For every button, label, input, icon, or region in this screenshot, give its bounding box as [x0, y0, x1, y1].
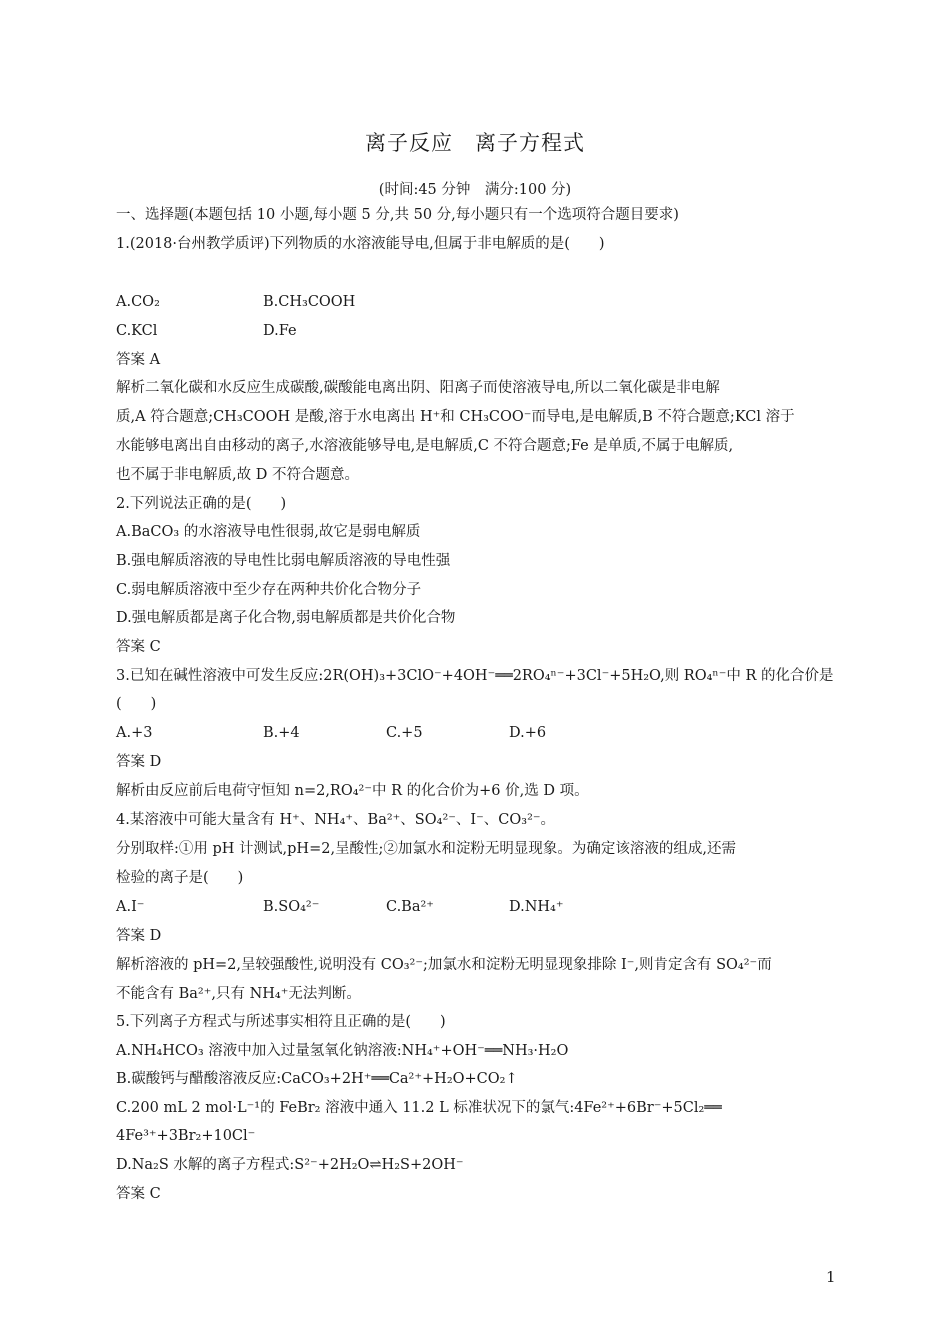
q3-answer: 答案 D	[116, 754, 162, 770]
q1-option-c: C.KCl	[116, 323, 158, 339]
q5-option-a: A.NH₄HCO₃ 溶液中加入过量氢氧化钠溶液:NH₄⁺+OH⁻══NH₃·H₂O	[116, 1043, 569, 1059]
q3-stem: 3.已知在碱性溶液中可发生反应:2R(OH)₃+3ClO⁻+4OH⁻══2RO₄ⁿ⁻+3Cl⁻+5H₂O,则 RO₄ⁿ⁻中 R 的化合价是	[116, 668, 834, 684]
q2-option-b: B.强电解质溶液的导电性比弱电解质溶液的导电性强	[116, 553, 451, 569]
q1-answer: 答案 A	[116, 352, 161, 368]
page-title: 离子反应 离子方程式	[365, 131, 585, 155]
q2-option-d: D.强电解质都是离子化合物,弱电解质都是共价化合物	[116, 610, 456, 626]
q1-explanation-line-2: 质,A 符合题意;CH₃COOH 是酸,溶于水电离出 H⁺和 CH₃COO⁻而导电,是电解质,B 不符合题意;KCl 溶于	[116, 409, 795, 425]
q5-stem: 5.下列离子方程式与所述事实相符且正确的是( )	[116, 1014, 446, 1030]
q3-paren: ( )	[116, 696, 157, 712]
q1-explanation-line-3: 水能够电离出自由移动的离子,水溶液能够导电,是电解质,C 不符合题意;Fe 是单质,不属于电解质,	[116, 438, 734, 454]
q3-option-c: C.+5	[386, 725, 423, 741]
q3-option-d: D.+6	[509, 725, 547, 741]
q4-option-b: B.SO₄²⁻	[263, 899, 320, 915]
q5-option-c: C.200 mL 2 mol·L⁻¹的 FeBr₂ 溶液中通入 11.2 L 标准状况下的氯气:4Fe²⁺+6Br⁻+5Cl₂══	[116, 1100, 722, 1116]
q2-option-a: A.BaCO₃ 的水溶液导电性很弱,故它是弱电解质	[116, 524, 421, 540]
section-heading: 一、选择题(本题包括 10 小题,每小题 5 分,共 50 分,每小题只有一个选项符合题目要求)	[116, 207, 679, 223]
q1-option-d: D.Fe	[263, 323, 297, 339]
q4-option-d: D.NH₄⁺	[509, 899, 564, 915]
q5-option-c-continued: 4Fe³⁺+3Br₂+10Cl⁻	[116, 1128, 256, 1144]
q4-stem-line-3: 检验的离子是( )	[116, 870, 244, 886]
q4-stem-line-2: 分别取样:①用 pH 计测试,pH=2,呈酸性;②加氯水和淀粉无明显现象。为确定该溶液的组成,还需	[116, 841, 737, 857]
q4-answer: 答案 D	[116, 928, 162, 944]
q3-option-b: B.+4	[263, 725, 300, 741]
q4-stem: 4.某溶液中可能大量含有 H⁺、NH₄⁺、Ba²⁺、SO₄²⁻、I⁻、CO₃²⁻。	[116, 812, 556, 828]
q1-explanation-line-4: 也不属于非电解质,故 D 不符合题意。	[116, 467, 359, 483]
q1-option-b: B.CH₃COOH	[263, 294, 356, 310]
q1-option-a: A.CO₂	[116, 294, 160, 310]
q4-explanation-line-1: 解析溶液的 pH=2,呈较强酸性,说明没有 CO₃²⁻;加氯水和淀粉无明显现象排除 I⁻,则肯定含有 SO₄²⁻而	[116, 957, 772, 973]
q2-stem: 2.下列说法正确的是( )	[116, 496, 287, 512]
q2-answer: 答案 C	[116, 639, 161, 655]
q1-stem: 1.(2018·台州教学质评)下列物质的水溶液能导电,但属于非电解质的是( )	[116, 236, 605, 252]
q4-explanation-line-2: 不能含有 Ba²⁺,只有 NH₄⁺无法判断。	[116, 986, 361, 1002]
q5-option-b: B.碳酸钙与醋酸溶液反应:CaCO₃+2H⁺══Ca²⁺+H₂O+CO₂↑	[116, 1071, 518, 1087]
q2-option-c: C.弱电解质溶液中至少存在两种共价化合物分子	[116, 582, 422, 598]
q5-answer: 答案 C	[116, 1186, 161, 1202]
q3-option-a: A.+3	[116, 725, 153, 741]
page-number: 1	[826, 1268, 836, 1286]
q3-explanation: 解析由反应前后电荷守恒知 n=2,RO₄²⁻中 R 的化合价为+6 价,选 D 项。	[116, 783, 589, 799]
q4-option-c: C.Ba²⁺	[386, 899, 434, 915]
page-subtitle: (时间:45 分钟 满分:100 分)	[378, 182, 572, 198]
q4-option-a: A.I⁻	[116, 899, 145, 915]
q1-explanation-line-1: 解析二氧化碳和水反应生成碳酸,碳酸能电离出阴、阳离子而使溶液导电,所以二氧化碳是非电解	[116, 380, 720, 396]
q5-option-d: D.Na₂S 水解的离子方程式:S²⁻+2H₂O⇌H₂S+2OH⁻	[116, 1157, 464, 1173]
